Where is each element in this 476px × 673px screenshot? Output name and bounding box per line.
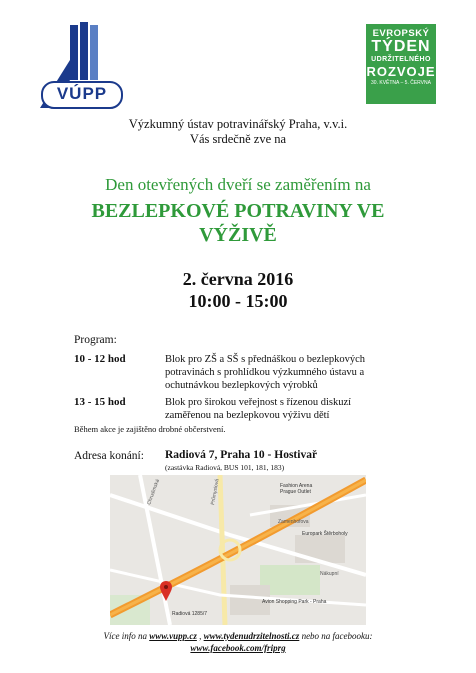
- address-value: Radiová 7, Praha 10 - Hostivař: [165, 449, 318, 461]
- program-desc-2-line-1: Blok pro širokou veřejnost s řízenou diskuzí: [165, 397, 352, 408]
- program-time-1: 10 - 12 hod: [74, 353, 126, 365]
- sustainability-week-link[interactable]: www.tydenudrzitelnosti.cz: [203, 631, 300, 641]
- vupp-logo: [36, 20, 126, 115]
- svg-text:Průmyslová: Průmyslová: [210, 478, 221, 506]
- badge-line-2: TÝDEN: [371, 38, 431, 55]
- footer-info: [0, 631, 476, 641]
- svg-text:Zamenhofova: Zamenhofova: [278, 519, 309, 525]
- address-label: Adresa konání:: [74, 450, 144, 462]
- footer-prefix: Více info na: [103, 631, 150, 641]
- program-heading: Program:: [74, 334, 117, 346]
- program-desc-1-line-1: Blok pro ZŠ a SŠ s přednáškou o bezlepkových: [165, 354, 366, 365]
- event-date: 2. června 2016: [182, 269, 294, 289]
- facebook-link[interactable]: www.facebook.com/friprg: [190, 643, 286, 653]
- footer-separator: ,: [196, 631, 204, 641]
- institute-name: Výzkumný ústav potravinářský Praha, v.v.i.: [128, 117, 348, 131]
- svg-text:Avion Shopping Park - Praha: Avion Shopping Park - Praha: [262, 599, 327, 605]
- map-graphic: [110, 475, 366, 625]
- program-desc-1: [165, 353, 405, 392]
- location-map[interactable]: [110, 475, 366, 625]
- badge-line-1: EVROPSKÝ: [372, 28, 430, 39]
- svg-text:Radiová 1285/7: Radiová 1285/7: [172, 611, 208, 617]
- program-desc-1-line-3: ochutnávkou bezlepkových výrobků: [165, 380, 318, 391]
- sustainability-week-badge: [366, 24, 436, 104]
- program-desc-2-line-2: zaměřenou na bezlepkovou výživu dětí: [165, 410, 330, 421]
- invitation-line: Vás srdečně zve na: [189, 132, 287, 146]
- svg-text:Prague Outlet: Prague Outlet: [280, 489, 311, 495]
- badge-line-5: 30. KVĚTNA – 5. ČERVNA: [371, 80, 431, 86]
- headline-main-2: VÝŽIVĚ: [199, 224, 277, 246]
- footer-facebook: [0, 643, 476, 653]
- program-desc-2: [165, 396, 405, 422]
- program-desc-1-line-2: potravinách s prohlídkou výzkumného ústavu a: [165, 367, 365, 378]
- headline-main-1: BEZLEPKOVÉ POTRAVINY VE: [91, 200, 385, 222]
- badge-line-4: ROZVOJE: [366, 64, 436, 79]
- svg-text:Nákupní: Nákupní: [320, 571, 339, 577]
- vupp-link[interactable]: www.vupp.cz: [149, 631, 197, 641]
- event-time: 10:00 - 15:00: [188, 291, 288, 311]
- address-transit: (zastávka Radiová, BUS 101, 181, 183): [165, 463, 285, 472]
- svg-text:Chrudimská: Chrudimská: [146, 478, 162, 506]
- svg-text:Europark Štěrboholy: Europark Štěrboholy: [302, 531, 348, 537]
- logo-text: VÚPP: [56, 84, 108, 103]
- footer-facebook-text: nebo na facebooku:: [299, 631, 373, 641]
- program-time-2: 13 - 15 hod: [74, 396, 126, 408]
- headline-sub: Den otevřených dveří se zaměřením na: [105, 175, 371, 194]
- svg-text:Fashion Arena: Fashion Arena: [280, 483, 313, 489]
- refreshment-note: Během akce je zajištěno drobné občerstvení.: [74, 424, 226, 434]
- badge-line-3: UDRŽITELNÉHO: [371, 56, 431, 63]
